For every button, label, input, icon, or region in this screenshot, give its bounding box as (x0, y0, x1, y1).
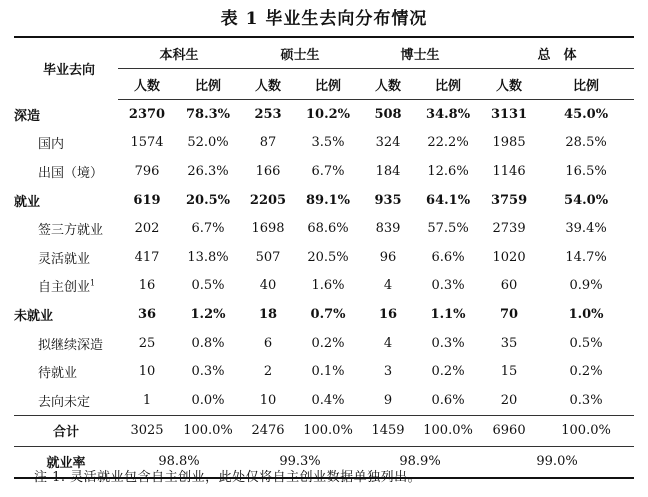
ratio-cell: 68.6% (307, 221, 349, 237)
ratio-cell: 1.2% (190, 306, 226, 322)
ratio-cell: 45.0% (564, 106, 609, 122)
count-cell: 4 (383, 278, 393, 294)
ratio-cell: 12.6% (427, 163, 469, 179)
count-cell: 417 (134, 249, 160, 265)
row-category-label: 出国（境） (38, 165, 104, 181)
ratio-cell: 0.9% (569, 278, 603, 294)
ratio-cell: 34.8% (426, 106, 471, 122)
count-cell: 16 (378, 306, 398, 322)
table-row (14, 100, 634, 129)
count-cell: 10 (259, 392, 277, 408)
count-cell: 2205 (249, 192, 287, 208)
ratio-cell: 52.0% (187, 135, 229, 151)
ratio-cell: 0.3% (431, 335, 465, 351)
count-cell: 25 (138, 335, 156, 351)
ratio-cell: 89.1% (306, 192, 351, 208)
row-category-label: 去向未定 (38, 394, 91, 410)
ratio-cell: 6.7% (311, 163, 345, 179)
count-cell: 3759 (490, 192, 528, 208)
ratio-cell: 0.1% (311, 364, 345, 380)
count-cell: 60 (500, 278, 518, 294)
count-cell: 253 (254, 106, 282, 122)
count-cell: 15 (500, 364, 518, 380)
count-cell: 2 (263, 364, 273, 380)
group-header-overall: 总 体 (480, 37, 634, 69)
row-category (14, 214, 118, 243)
total-ratio-cell: 100.0% (538, 415, 634, 446)
ratio-cell: 54.0% (564, 192, 609, 208)
row-category-label: 自主创业 (38, 280, 91, 296)
table-row (14, 129, 634, 158)
ratio-header: 比例 (538, 69, 634, 100)
row-category-label: 就业 (14, 194, 41, 210)
table-row (14, 386, 634, 415)
row-category (14, 386, 118, 415)
count-cell: 16 (138, 278, 156, 294)
count-cell: 3131 (490, 106, 528, 122)
ratio-cell: 22.2% (427, 135, 469, 151)
count-cell: 2370 (128, 106, 166, 122)
count-cell: 10 (138, 364, 156, 380)
ratio-cell: 20.5% (307, 249, 349, 265)
ratio-cell: 0.8% (191, 335, 225, 351)
row-category (14, 272, 118, 301)
count-cell: 507 (255, 249, 281, 265)
row-category-label: 签三方就业 (38, 223, 104, 239)
count-cell: 935 (374, 192, 402, 208)
ratio-cell: 1.6% (311, 278, 345, 294)
ratio-cell: 0.5% (569, 335, 603, 351)
row-category (14, 186, 118, 215)
count-header: 人数 (240, 69, 296, 100)
ratio-cell: 39.4% (565, 221, 607, 237)
ratio-cell: 0.6% (431, 392, 465, 408)
count-cell: 1985 (492, 135, 526, 151)
row-category (14, 243, 118, 272)
table-row (14, 272, 634, 301)
row-category (14, 100, 118, 129)
ratio-cell: 0.2% (431, 364, 465, 380)
ratio-cell: 28.5% (565, 135, 607, 151)
ratio-cell: 1.0% (568, 306, 604, 322)
total-count-cell: 1459 (360, 415, 416, 446)
group-header-master: 硕士生 (240, 37, 360, 69)
count-cell: 40 (259, 278, 277, 294)
total-count-cell: 6960 (480, 415, 538, 446)
table-row (14, 357, 634, 386)
ratio-cell: 0.3% (191, 364, 225, 380)
count-cell: 324 (375, 135, 401, 151)
count-cell: 1698 (251, 221, 285, 237)
count-cell: 508 (374, 106, 402, 122)
count-cell: 35 (500, 335, 518, 351)
total-count-cell: 2476 (240, 415, 296, 446)
ratio-cell: 6.7% (191, 221, 225, 237)
count-cell: 6 (263, 335, 273, 351)
count-cell: 2739 (492, 221, 526, 237)
table-body (14, 100, 634, 478)
table-row (14, 300, 634, 329)
group-header-doctor: 博士生 (360, 37, 480, 69)
employment-rate-cell: 99.0% (480, 446, 634, 478)
ratio-cell: 20.5% (186, 192, 231, 208)
ratio-cell: 0.2% (569, 364, 603, 380)
ratio-cell: 0.4% (311, 392, 345, 408)
count-cell: 96 (379, 249, 397, 265)
ratio-cell: 26.3% (187, 163, 229, 179)
count-cell: 166 (255, 163, 281, 179)
count-cell: 184 (375, 163, 401, 179)
ratio-cell: 13.8% (187, 249, 229, 265)
ratio-cell: 57.5% (427, 221, 469, 237)
total-row (14, 415, 634, 446)
ratio-cell: 64.1% (426, 192, 471, 208)
count-header: 人数 (118, 69, 176, 100)
ratio-cell: 78.3% (186, 106, 231, 122)
footnote-marker: 1 (90, 279, 96, 289)
employment-rate-label: 就业率 (14, 446, 118, 478)
employment-rate-cell: 98.9% (360, 446, 480, 478)
total-label: 合计 (14, 415, 118, 446)
row-category (14, 357, 118, 386)
table-row (14, 329, 634, 358)
row-category-label: 待就业 (38, 366, 78, 382)
table-row (14, 186, 634, 215)
total-count-cell: 3025 (118, 415, 176, 446)
table-row (14, 157, 634, 186)
row-category-label: 拟继续深造 (38, 337, 104, 353)
ratio-cell: 1.1% (430, 306, 466, 322)
ratio-cell: 6.6% (431, 249, 465, 265)
table-title: 表 1 毕业生去向分布情况 (220, 9, 428, 29)
total-ratio-cell: 100.0% (176, 415, 240, 446)
ratio-header: 比例 (176, 69, 240, 100)
row-category-label: 未就业 (14, 308, 54, 324)
count-cell: 87 (259, 135, 277, 151)
ratio-cell: 16.5% (565, 163, 607, 179)
row-category (14, 157, 118, 186)
count-cell: 70 (500, 306, 519, 322)
count-cell: 20 (500, 392, 518, 408)
row-category-label: 灵活就业 (38, 251, 91, 267)
ratio-header: 比例 (416, 69, 480, 100)
count-cell: 1574 (130, 135, 164, 151)
ratio-header: 比例 (296, 69, 360, 100)
ratio-cell: 0.5% (191, 278, 225, 294)
count-cell: 18 (258, 306, 278, 322)
count-cell: 1020 (492, 249, 526, 265)
row-category (14, 329, 118, 358)
footnote: 注 1. 灵活就业包含自主创业，此处仅将自主创业数据单独列出。 (34, 470, 422, 485)
ratio-cell: 0.2% (311, 335, 345, 351)
ratio-cell: 0.7% (310, 306, 346, 322)
count-header: 人数 (480, 69, 538, 100)
ratio-cell: 10.2% (306, 106, 351, 122)
count-cell: 1146 (492, 163, 526, 179)
group-header-undergrad: 本科生 (118, 37, 240, 69)
count-cell: 839 (375, 221, 401, 237)
count-cell: 3 (383, 364, 393, 380)
ratio-cell: 0.0% (191, 392, 225, 408)
row-category-label: 国内 (38, 137, 65, 153)
table-row (14, 243, 634, 272)
count-cell: 36 (137, 306, 157, 322)
ratio-cell: 3.5% (311, 135, 345, 151)
count-cell: 202 (134, 221, 160, 237)
employment-rate-cell: 99.3% (240, 446, 360, 478)
ratio-cell: 0.3% (431, 278, 465, 294)
graduate-destination-table (14, 36, 634, 479)
ratio-cell: 14.7% (565, 249, 607, 265)
employment-rate-cell: 98.8% (118, 446, 240, 478)
row-category-label: 深造 (14, 108, 41, 124)
count-header: 人数 (360, 69, 416, 100)
count-cell: 1 (142, 392, 152, 408)
count-cell: 4 (383, 335, 393, 351)
table-row (14, 214, 634, 243)
count-cell: 9 (383, 392, 393, 408)
total-ratio-cell: 100.0% (416, 415, 480, 446)
row-category (14, 129, 118, 158)
count-cell: 796 (134, 163, 160, 179)
total-ratio-cell: 100.0% (296, 415, 360, 446)
count-cell: 619 (133, 192, 161, 208)
row-header-label: 毕业去向 (14, 37, 118, 100)
ratio-cell: 0.3% (569, 392, 603, 408)
row-category (14, 300, 118, 329)
